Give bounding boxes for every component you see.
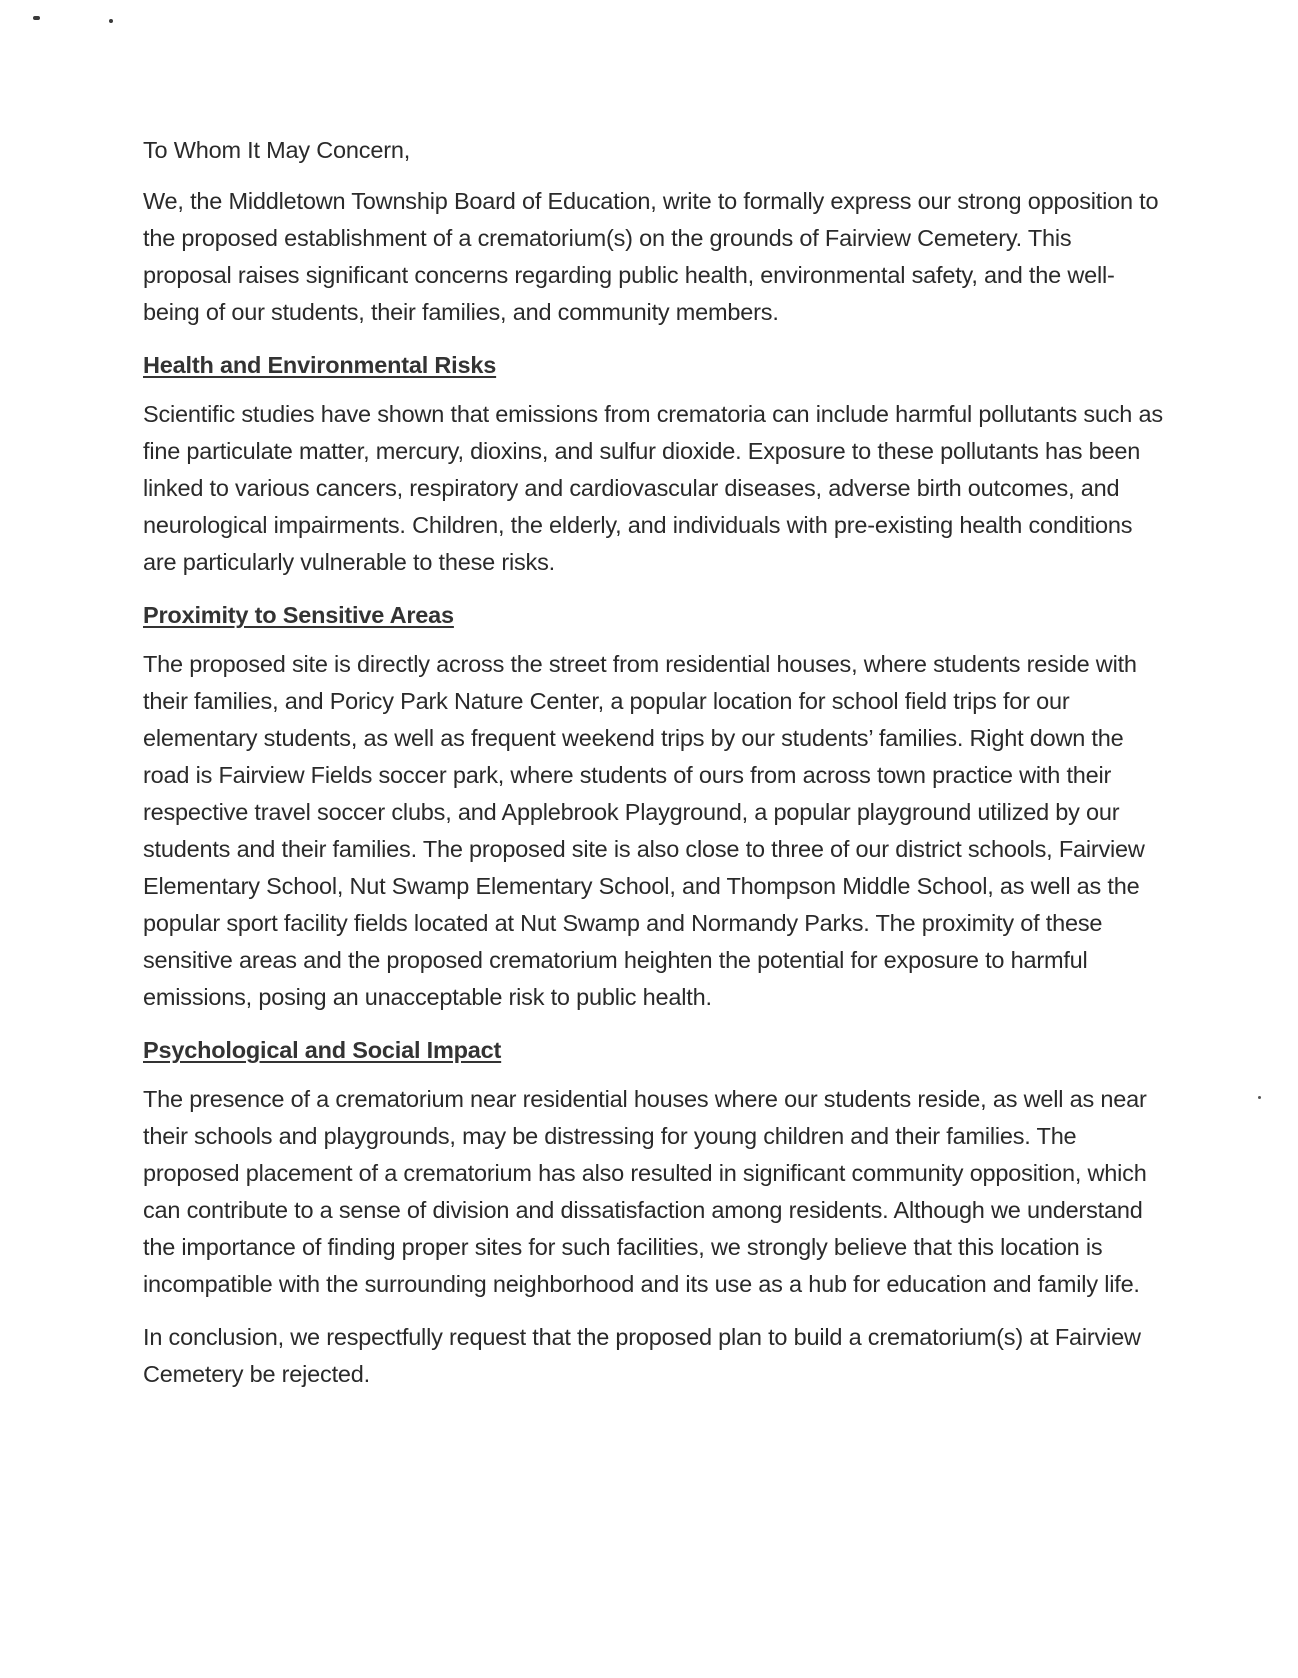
scan-artifact-dot — [1258, 1096, 1261, 1099]
section-paragraph: The presence of a crematorium near residential houses where our students reside, as well as near their schools and playgrounds, may be distressing for young children and their families. The proposed placement of a crematorium has also resulted in significant community opposition, which can contribute to a sense of division and dissatisfaction among residents. Although we understand the importance of finding proper sites for such facilities, we strongly believe that this location is incompatible with the surrounding neighborhood and its use as a hub for education and family life. — [143, 1086, 1147, 1297]
section-paragraph: Scientific studies have shown that emissions from crematoria can include harmful pollutants such as fine particulate matter, mercury, dioxins, and sulfur dioxide. Exposure to these pollutants has been linked to various cancers, respiratory and cardiovascular diseases, adverse birth outcomes, and neurological impairments. Children, the elderly, and individuals with pre-existing health conditions are particularly vulnerable to these risks. — [143, 401, 1163, 575]
section-proximity — [143, 597, 1163, 1016]
section-heading: Psychological and Social Impact — [143, 1037, 502, 1063]
salutation: To Whom It May Concern, — [143, 137, 411, 163]
section-heading: Proximity to Sensitive Areas — [143, 602, 454, 628]
section-paragraph: The proposed site is directly across the street from residential houses, where students reside with their families, and Poricy Park Nature Center, a popular location for school field trips for our elementary students, as well as frequent weekend trips by our students’ families. Right down the road is Fairview Fields soccer park, where students of ours from across town practice with their respective travel soccer clubs, and Applebrook Playground, a popular playground utilized by our students and their families. The proposed site is also close to three of our district schools, Fairview Elementary School, Nut Swamp Elementary School, and Thompson Middle School, as well as the popular sport facility fields located at Nut Swamp and Normandy Parks. The proximity of these sensitive areas and the proposed crematorium heighten the potential for exposure to harmful emissions, posing an unacceptable risk to public health. — [143, 651, 1145, 1010]
scan-artifact-mark — [33, 16, 40, 20]
section-health-environmental — [143, 347, 1163, 581]
section-psychological-social — [143, 1032, 1163, 1303]
letter-body — [143, 132, 1163, 1409]
section-heading: Health and Environmental Risks — [143, 352, 497, 378]
conclusion-paragraph: In conclusion, we respectfully request that the proposed plan to build a crematorium(s) at Fairview Cemetery be rejected. — [143, 1324, 1141, 1387]
intro-paragraph: We, the Middletown Township Board of Education, write to formally express our strong opposition to the proposed establishment of a crematorium(s) on the grounds of Fairview Cemetery. This proposal raises significant concerns regarding public health, environmental safety, and the well-being of our students, their families, and community members. — [143, 188, 1159, 325]
scan-artifact-dot — [109, 19, 113, 23]
